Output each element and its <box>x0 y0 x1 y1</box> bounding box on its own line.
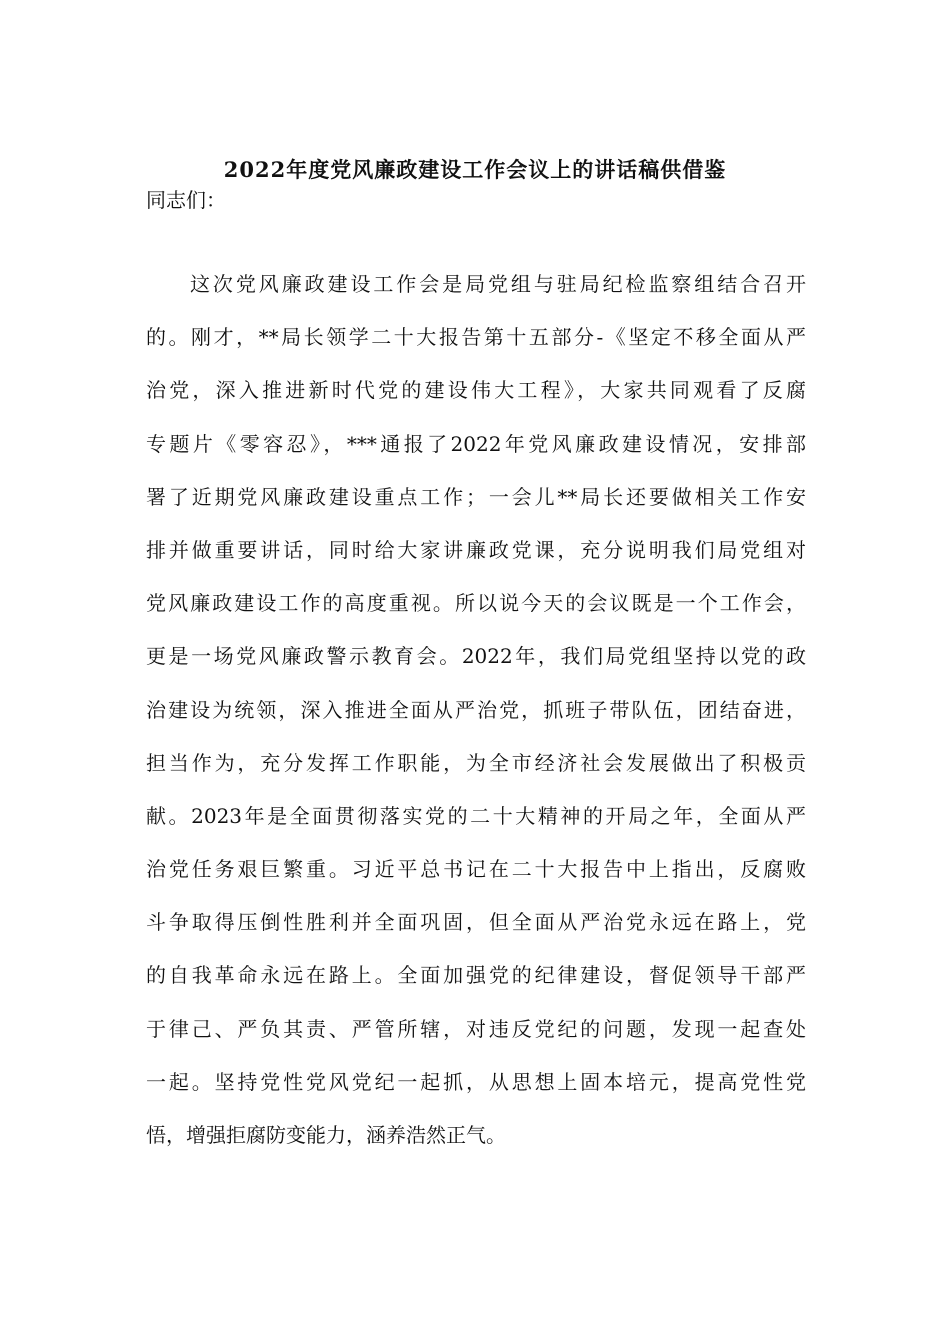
paragraph-line: 一起。坚持党性党风党纪一起抓，从思想上固本培元，提高党性党 <box>146 1069 806 1094</box>
salutation: 同志们： <box>146 188 226 212</box>
paragraph-line: 的自我革命永远在路上。全面加强党的纪律建设，督促领导干部严 <box>146 963 806 988</box>
paragraph-line: 悟，增强拒腐防变能力，涵养浩然正气。 <box>146 1123 506 1147</box>
paragraph-line: 党风廉政建设工作的高度重视。所以说今天的会议既是一个工作会， <box>146 591 806 616</box>
paragraph-line: 的。刚才，**局长领学二十大报告第十五部分-《坚定不移全面从严 <box>146 325 806 350</box>
paragraph-line: 于律己、严负其责、严管所辖，对违反党纪的问题，发现一起查处 <box>146 1016 806 1041</box>
paragraph-line: 这次党风廉政建设工作会是局党组与驻局纪检监察组结合召开 <box>190 272 806 296</box>
paragraph-line: 排并做重要讲话，同时给大家讲廉政党课，充分说明我们局党组对 <box>146 537 806 562</box>
paragraph-line: 治建设为统领，深入推进全面从严治党，抓班子带队伍，团结奋进， <box>146 697 806 722</box>
paragraph-line: 专题片《零容忍》，***通报了2022年党风廉政建设情况，安排部 <box>146 431 806 456</box>
paragraph-line: 署了近期党风廉政建设重点工作；一会儿**局长还要做相关工作安 <box>146 484 806 509</box>
paragraph-line: 担当作为，充分发挥工作职能，为全市经济社会发展做出了积极贡 <box>146 750 806 775</box>
paragraph-line: 献。2023年是全面贯彻落实党的二十大精神的开局之年，全面从严 <box>146 803 806 828</box>
document-title: 2022年度党风廉政建设工作会议上的讲话稿供借鉴 <box>223 157 727 182</box>
paragraph-line: 更是一场党风廉政警示教育会。2022年，我们局党组坚持以党的政 <box>146 644 806 669</box>
paragraph-line: 斗争取得压倒性胜利并全面巩固，但全面从严治党永远在路上，党 <box>146 910 806 935</box>
paragraph-line: 治党任务艰巨繁重。习近平总书记在二十大报告中上指出，反腐败 <box>146 857 806 882</box>
body-paragraph <box>146 264 806 1168</box>
paragraph-line: 治党，深入推进新时代党的建设伟大工程》，大家共同观看了反腐 <box>146 378 806 403</box>
